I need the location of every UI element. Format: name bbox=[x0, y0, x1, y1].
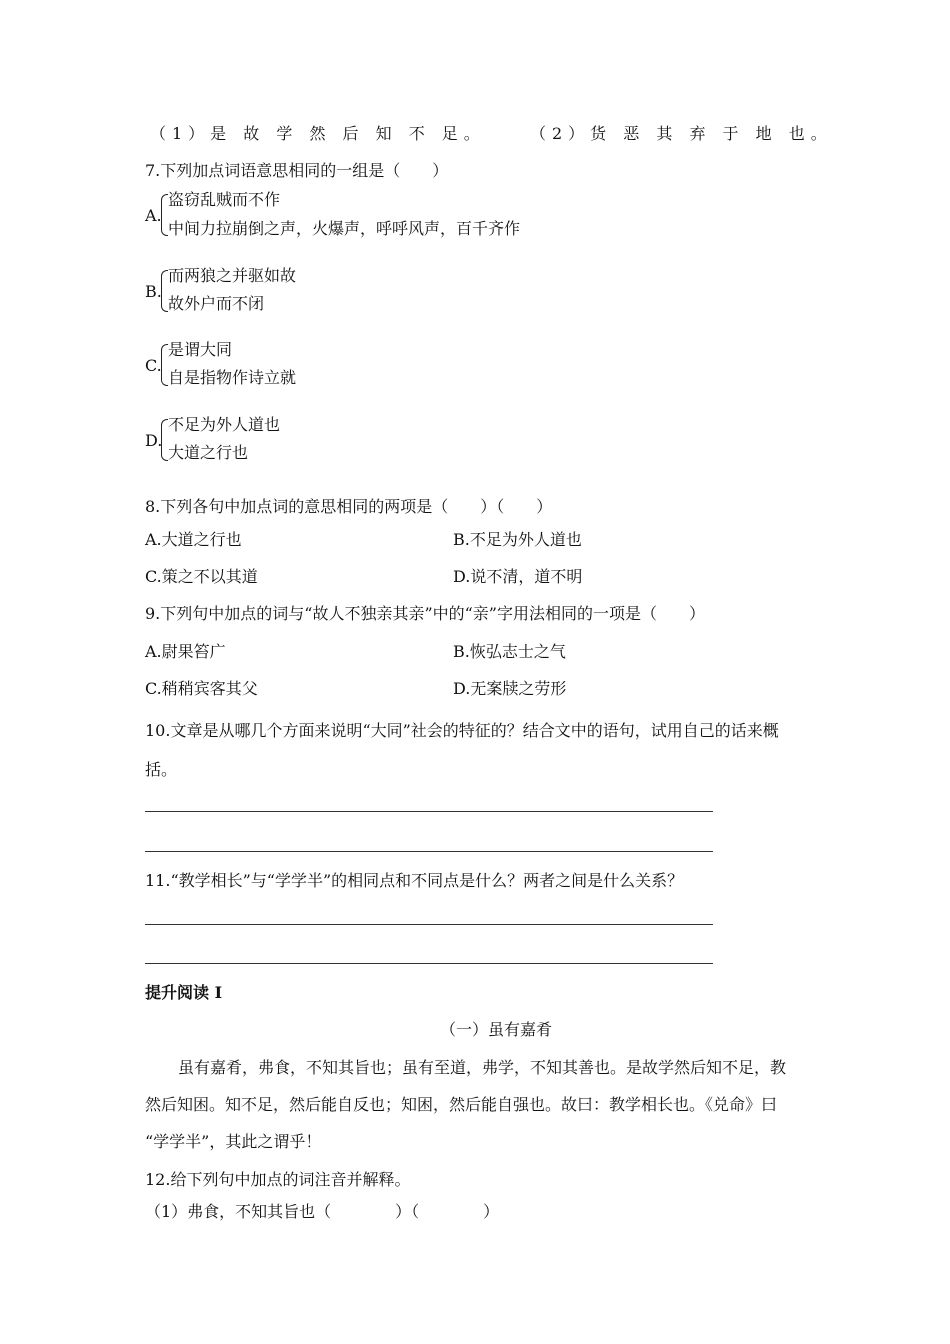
q7-option-a-brace bbox=[161, 194, 168, 236]
q8-option-c: C.策之不以其道 bbox=[145, 567, 258, 586]
q8-option-d: D.说不清，道不明 bbox=[453, 567, 583, 586]
q11-stem: 11.“教学相长”与“学学半”的相同点和不同点是什么？两者之间是什么关系？ bbox=[145, 871, 684, 890]
q11-answer-line-1[interactable] bbox=[145, 924, 713, 925]
passage-line-2: 然后知困。知不足，然后能自反也；知困，然后能自强也。故曰：教学相长也。《兑命》曰 bbox=[145, 1095, 778, 1114]
passage-line-1: 虽有嘉肴，弗食，不知其旨也；虽有至道，弗学，不知其善也。是故学然后知不足，教 bbox=[178, 1058, 787, 1077]
q9-option-b: B.恢弘志士之气 bbox=[453, 642, 566, 661]
q7-option-b-line2: 故外户而不闭 bbox=[168, 294, 265, 313]
q7-option-d-letter: D. bbox=[145, 431, 163, 450]
q7-stem: 7.下列加点词语意思相同的一组是（ ） bbox=[145, 161, 449, 180]
q6-item-1: （1）是 故 学 然 后 知 不 足。 bbox=[150, 124, 486, 143]
q7-option-a-line1: 盗窃乱贼而不作 bbox=[168, 190, 281, 209]
q7-option-b-letter: B. bbox=[145, 282, 162, 301]
section-title: 提升阅读 I bbox=[145, 983, 223, 1002]
q8-option-b: B.不足为外人道也 bbox=[453, 530, 582, 549]
passage-title: （一）虽有嘉肴 bbox=[440, 1020, 553, 1039]
q8-stem: 8.下列各句中加点词的意思相同的两项是（ ）（ ） bbox=[145, 497, 553, 516]
q7-option-a-letter: A. bbox=[145, 206, 162, 225]
q7-option-c-letter: C. bbox=[145, 356, 162, 375]
q12-stem: 12.给下列句中加点的词注音并解释。 bbox=[145, 1170, 411, 1189]
q7-option-d-line2: 大道之行也 bbox=[168, 443, 249, 462]
q9-stem: 9.下列句中加点的词与“故人不独亲其亲”中的“亲”字用法相同的一项是（ ） bbox=[145, 604, 705, 623]
q7-option-a-line2: 中间力拉崩倒之声，火爆声，呼呼风声，百千齐作 bbox=[168, 219, 521, 238]
q11-answer-line-2[interactable] bbox=[145, 963, 713, 964]
q7-option-d-line1: 不足为外人道也 bbox=[168, 415, 281, 434]
q7-option-c-brace bbox=[161, 344, 168, 386]
q10-answer-line-2[interactable] bbox=[145, 851, 713, 852]
passage-line-3: “学学半”，其此之谓乎！ bbox=[145, 1132, 322, 1151]
q9-option-d: D.无案牍之劳形 bbox=[453, 679, 567, 698]
q9-option-a: A.尉果笞广 bbox=[145, 642, 226, 661]
q10-stem-line1: 10.文章是从哪几个方面来说明“大同”社会的特征的？结合文中的语句，试用自己的话来概 bbox=[145, 721, 779, 740]
q7-option-b-line1: 而两狼之并驱如故 bbox=[168, 266, 297, 285]
q12-item-1: （1）弗食，不知其旨也（ ）（ ） bbox=[145, 1202, 500, 1221]
q10-answer-line-1[interactable] bbox=[145, 811, 713, 812]
q10-stem-line2: 括。 bbox=[145, 760, 178, 779]
q9-option-c: C.稍稍宾客其父 bbox=[145, 679, 258, 698]
q7-option-b-brace bbox=[161, 270, 168, 312]
q6-item-2: （2）货 恶 其 弃 于 地 也。 bbox=[530, 124, 833, 143]
q7-option-c-line1: 是谓大同 bbox=[168, 340, 233, 359]
q7-option-c-line2: 自是指物作诗立就 bbox=[168, 368, 297, 387]
q7-option-d-brace bbox=[161, 419, 168, 461]
q8-option-a: A.大道之行也 bbox=[145, 530, 242, 549]
